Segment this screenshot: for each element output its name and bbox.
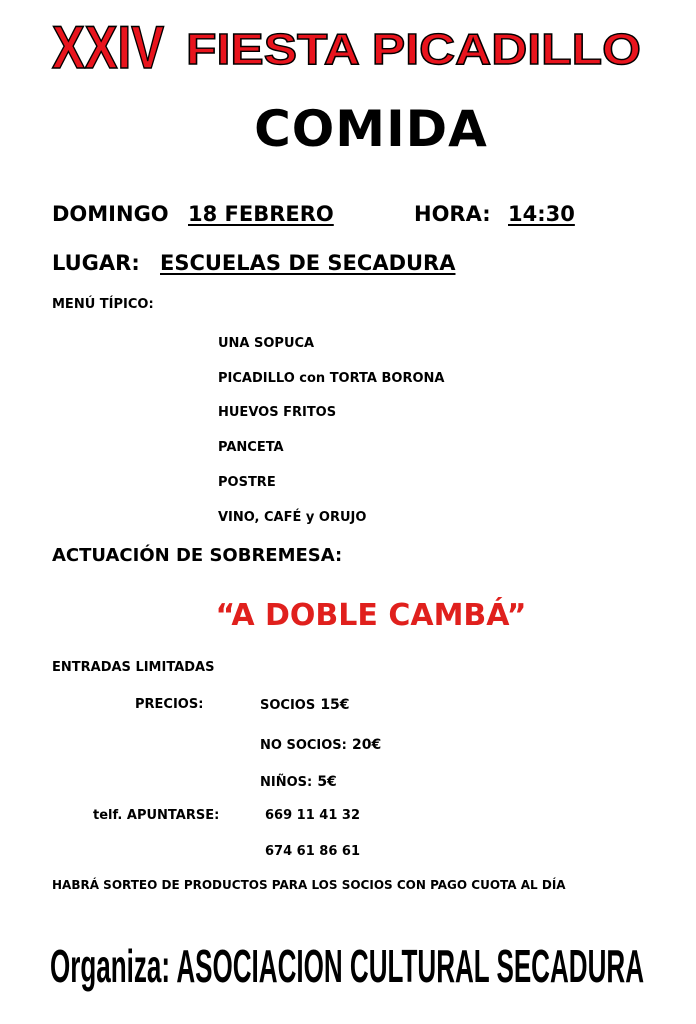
place-label: LUGAR: — [52, 251, 140, 275]
organizer-text: Organiza: ASOCIACION CULTURAL SECADURA — [50, 940, 644, 992]
prices-label: PRECIOS: — [135, 697, 204, 712]
event-place: ESCUELAS DE SECADURA — [160, 251, 456, 275]
performance-label: ACTUACIÓN DE SOBREMESA: — [52, 545, 343, 566]
phone-number: 674 61 86 61 — [265, 844, 360, 859]
event-date: 18 FEBRERO — [188, 202, 334, 226]
menu-label: MENÚ TÍPICO: — [52, 297, 154, 312]
event-time: 14:30 — [508, 202, 575, 226]
menu-item: PANCETA — [218, 440, 284, 455]
menu-item: PICADILLO con TORTA BORONA — [218, 371, 445, 386]
phone-label: telf. APUNTARSE: — [93, 808, 220, 823]
time-label: HORA: — [414, 202, 491, 226]
phone-number: 669 11 41 32 — [265, 808, 360, 823]
menu-item: HUEVOS FRITOS — [218, 405, 337, 420]
price-row — [260, 734, 381, 753]
price-category: NO SOCIOS: — [260, 738, 347, 753]
page-heading: COMIDA — [254, 100, 488, 158]
price-value: 5€ — [317, 774, 337, 790]
price-value: 15€ — [320, 697, 350, 713]
menu-item: UNA SOPUCA — [218, 336, 315, 351]
menu-item: VINO, CAFÉ y ORUJO — [218, 510, 367, 525]
menu-item: POSTRE — [218, 475, 276, 490]
price-row — [260, 694, 350, 713]
day-label: DOMINGO — [52, 202, 169, 226]
title-numeral: XXIV — [52, 14, 164, 81]
raffle-note: HABRÁ SORTEO DE PRODUCTOS PARA LOS SOCIOS CON PAGO CUOTA AL DÍA — [52, 878, 566, 892]
title-text: FIESTA PICADILLO — [186, 25, 641, 74]
band-name: “A DOBLE CAMBÁ” — [215, 598, 527, 633]
price-category: SOCIOS — [260, 698, 316, 713]
tickets-limited: ENTRADAS LIMITADAS — [52, 660, 215, 675]
price-category: NIÑOS: — [260, 775, 313, 790]
price-row — [260, 771, 337, 790]
organizer — [50, 932, 650, 998]
price-value: 20€ — [351, 737, 382, 753]
event-title — [50, 6, 650, 84]
